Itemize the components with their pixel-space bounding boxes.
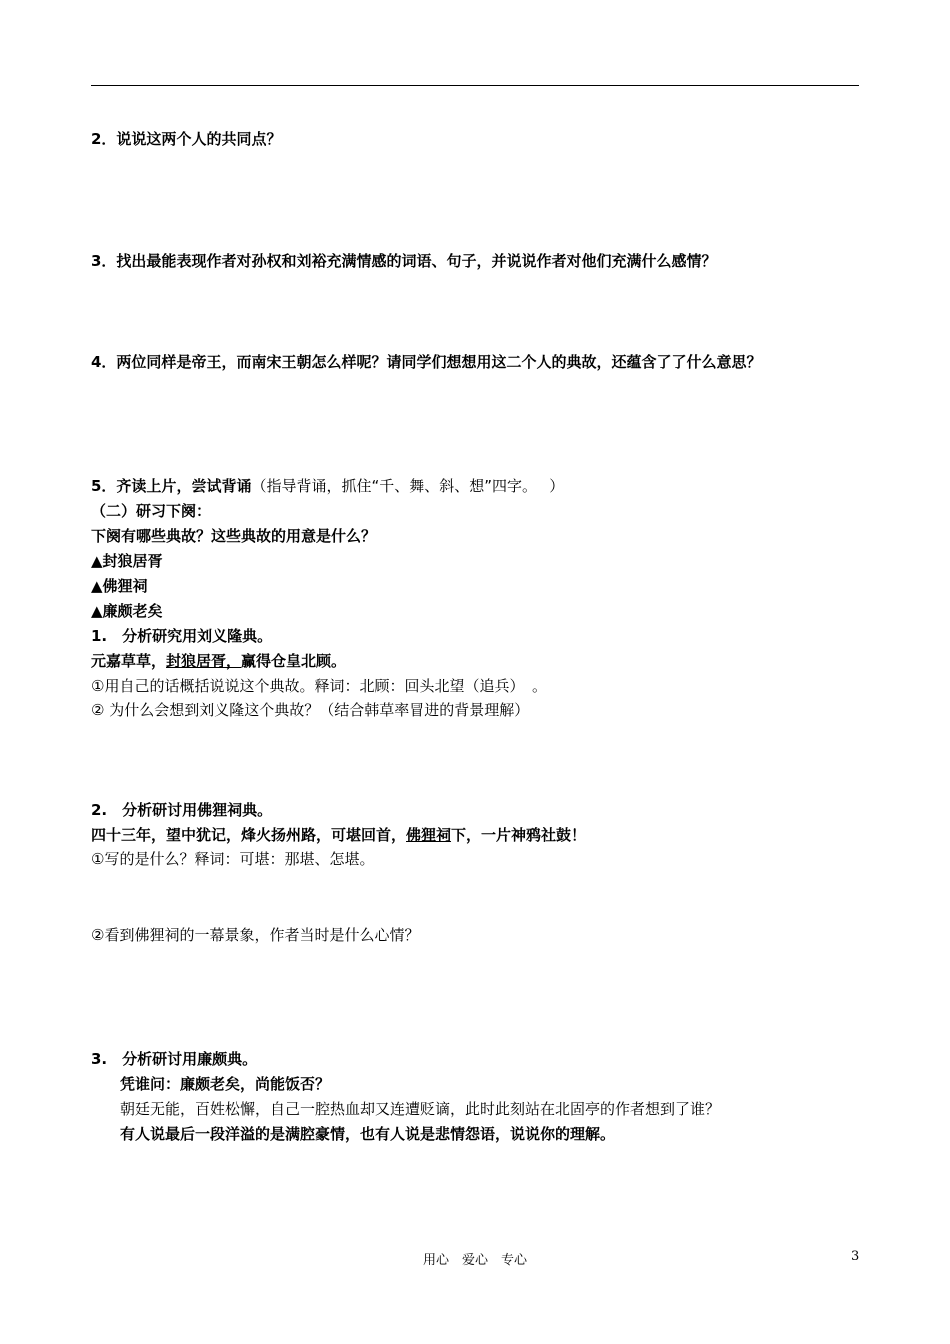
part-2-sub-1: ①写的是什么？释词：可堪：那堪、怎堪。 — [91, 850, 375, 868]
part-1-sub-1: ①用自己的话概括说说这个典故。释词：北顾：回头北望（追兵） 。 — [91, 677, 547, 695]
question-5-main: 5．齐读上片，尝试背诵 — [91, 477, 252, 495]
allusion-item: ▲封狼居胥 — [91, 552, 163, 570]
quote-text: 元嘉草草， — [91, 652, 167, 670]
part-3-line-3: 有人说最后一段洋溢的是满腔豪情，也有人说是悲情怨语，说说你的理解。 — [120, 1125, 616, 1143]
part-3-heading: 3. 分析研讨用廉颇典。 — [91, 1050, 258, 1068]
header-rule — [91, 85, 859, 86]
section-title: （二）研习下阕： — [91, 502, 212, 520]
question-intro: 下阕有哪些典故？这些典故的用意是什么？ — [91, 527, 377, 545]
question-4: 4．两位同样是帝王，而南宋王朝怎么样呢？请同学们想想用这二个人的典故，还蕴含了了什么意思？ — [91, 353, 762, 371]
question-5-note: （指导背诵，抓住“千、舞、斜、想”四字。 ） — [251, 477, 565, 495]
allusion-item: ▲廉颇老矣 — [91, 602, 163, 620]
quote-text: 赢得仓皇北顾。 — [241, 652, 347, 670]
part-3-quote: 凭谁问：廉颇老矣，尚能饭否？ — [120, 1075, 331, 1093]
part-1-quote — [91, 651, 346, 671]
part-1-sub-2: ② 为什么会想到刘义隆这个典故？（结合韩草率冒进的背景理解） — [91, 701, 530, 719]
quote-text: 下，一片神鸦社鼓！ — [451, 826, 587, 844]
part-1-heading: 1. 分析研究用刘义隆典。 — [91, 627, 273, 645]
question-2: 2．说说这两个人的共同点？ — [91, 130, 282, 148]
question-3: 3．找出最能表现作者对孙权和刘裕充满情感的词语、句子，并说说作者对他们充满什么感情？ — [91, 252, 717, 270]
part-3-line-2: 朝廷无能，百姓松懈，自己一腔热血却又连遭贬谪，此时此刻站在北固亭的作者想到了谁？ — [120, 1100, 721, 1118]
quote-underlined: 封狼居胥， — [166, 652, 242, 670]
part-2-quote — [91, 825, 586, 845]
question-5 — [91, 476, 564, 496]
quote-underlined: 佛狸祠 — [406, 826, 452, 844]
part-2-heading: 2. 分析研讨用佛狸祠典。 — [91, 801, 273, 819]
page-number: 3 — [851, 1249, 860, 1264]
allusion-item: ▲佛狸祠 — [91, 577, 148, 595]
part-2-sub-2: ②看到佛狸祠的一幕景象，作者当时是什么心情？ — [91, 926, 420, 944]
quote-text: 四十三年，望中犹记，烽火扬州路，可堪回首， — [91, 826, 407, 844]
page-footer: 用心 爱心 专心 — [422, 1253, 527, 1268]
